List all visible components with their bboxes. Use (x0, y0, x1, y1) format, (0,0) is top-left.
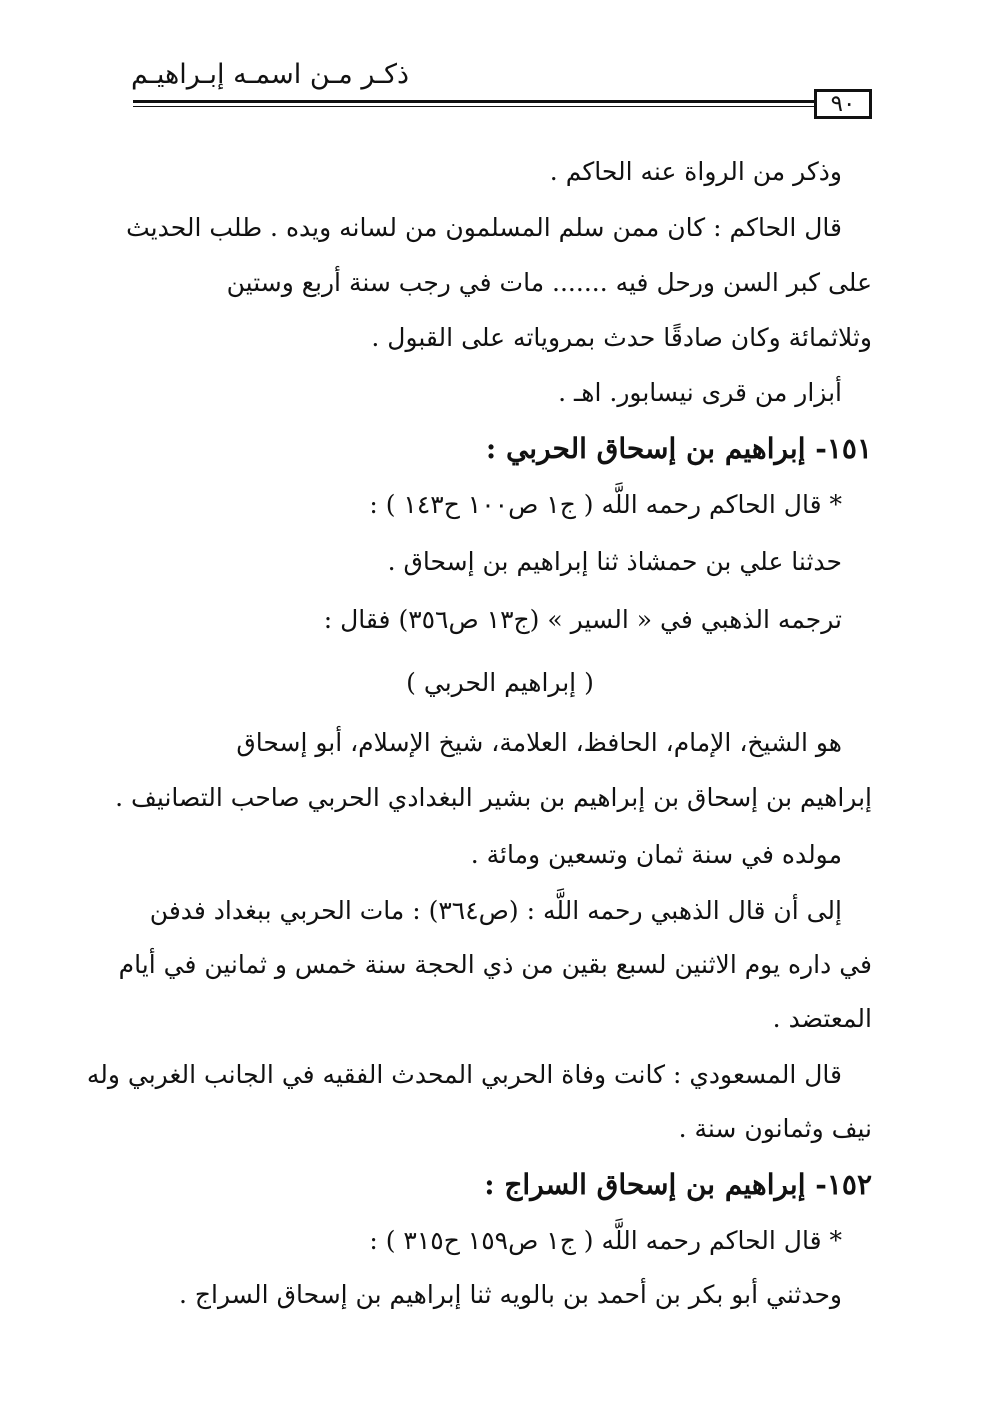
text-line: قال المسعودي : كانت وفاة الحربي المحدث الفقيه في الجانب الغربي وله (86, 1060, 842, 1089)
text-line: * قال الحاكم رحمه اللَّه ( ج١ ص١٥٩ ح٣١٥ ) : (369, 1226, 842, 1255)
text-line: على كبر السن ورحل فيه ....... مات في رجب سنة أربع وستين (226, 268, 872, 297)
text-line: هو الشيخ، الإمام، الحافظ، العلامة، شيخ الإسلام، أبو إسحاق (236, 728, 842, 757)
text-line: قال الحاكم : كان ممن سلم المسلمون من لسانه ويده . طلب الحديث (126, 213, 842, 242)
text-line: وثلاثمائة وكان صادقًا حدث بمروياته على القبول . (371, 323, 872, 352)
entry-heading-151: ١٥١- إبراهيم بن إسحاق الحربي : (485, 432, 872, 465)
body-text (86, 0, 872, 1403)
section-subtitle: ( إبراهيم الحربي ) (406, 668, 594, 697)
text-line: أبزار من قرى نيسابور. اهـ . (558, 378, 842, 407)
text-line: * قال الحاكم رحمه اللَّه ( ج١ ص١٠٠ ح١٤٣ ) : (369, 490, 842, 519)
entry-heading-152: ١٥٢- إبراهيم بن إسحاق السراج : (484, 1168, 872, 1201)
text-line: المعتضد . (772, 1004, 872, 1033)
text-line: إبراهيم بن إسحاق بن إبراهيم بن بشير البغدادي الحربي صاحب التصانيف . (115, 783, 872, 812)
text-line: وحدثني أبو بكر بن أحمد بن بالويه ثنا إبراهيم بن إسحاق السراج . (178, 1280, 842, 1309)
text-line: في داره يوم الاثنين لسبع بقين من ذي الحجة سنة خمس و ثمانين في أيام (118, 950, 872, 979)
text-line: وذكر من الرواة عنه الحاكم . (549, 157, 842, 186)
page-number: ٩٠ (814, 89, 872, 119)
text-line: نيف وثمانون سنة . (678, 1114, 872, 1143)
text-line: حدثنا علي بن حمشاذ ثنا إبراهيم بن إسحاق . (387, 547, 842, 576)
text-line: إلى أن قال الذهبي رحمه اللَّه : (ص٣٦٤) : مات الحربي ببغداد فدفن (149, 896, 842, 925)
text-line: ترجمه الذهبي في « السير » (ج١٣ ص٣٥٦) فقال : (323, 605, 842, 634)
running-title: ذكـر مـن اسمـه إبـراهيـم (130, 59, 410, 90)
text-line: مولده في سنة ثمان وتسعين ومائة . (470, 840, 842, 869)
